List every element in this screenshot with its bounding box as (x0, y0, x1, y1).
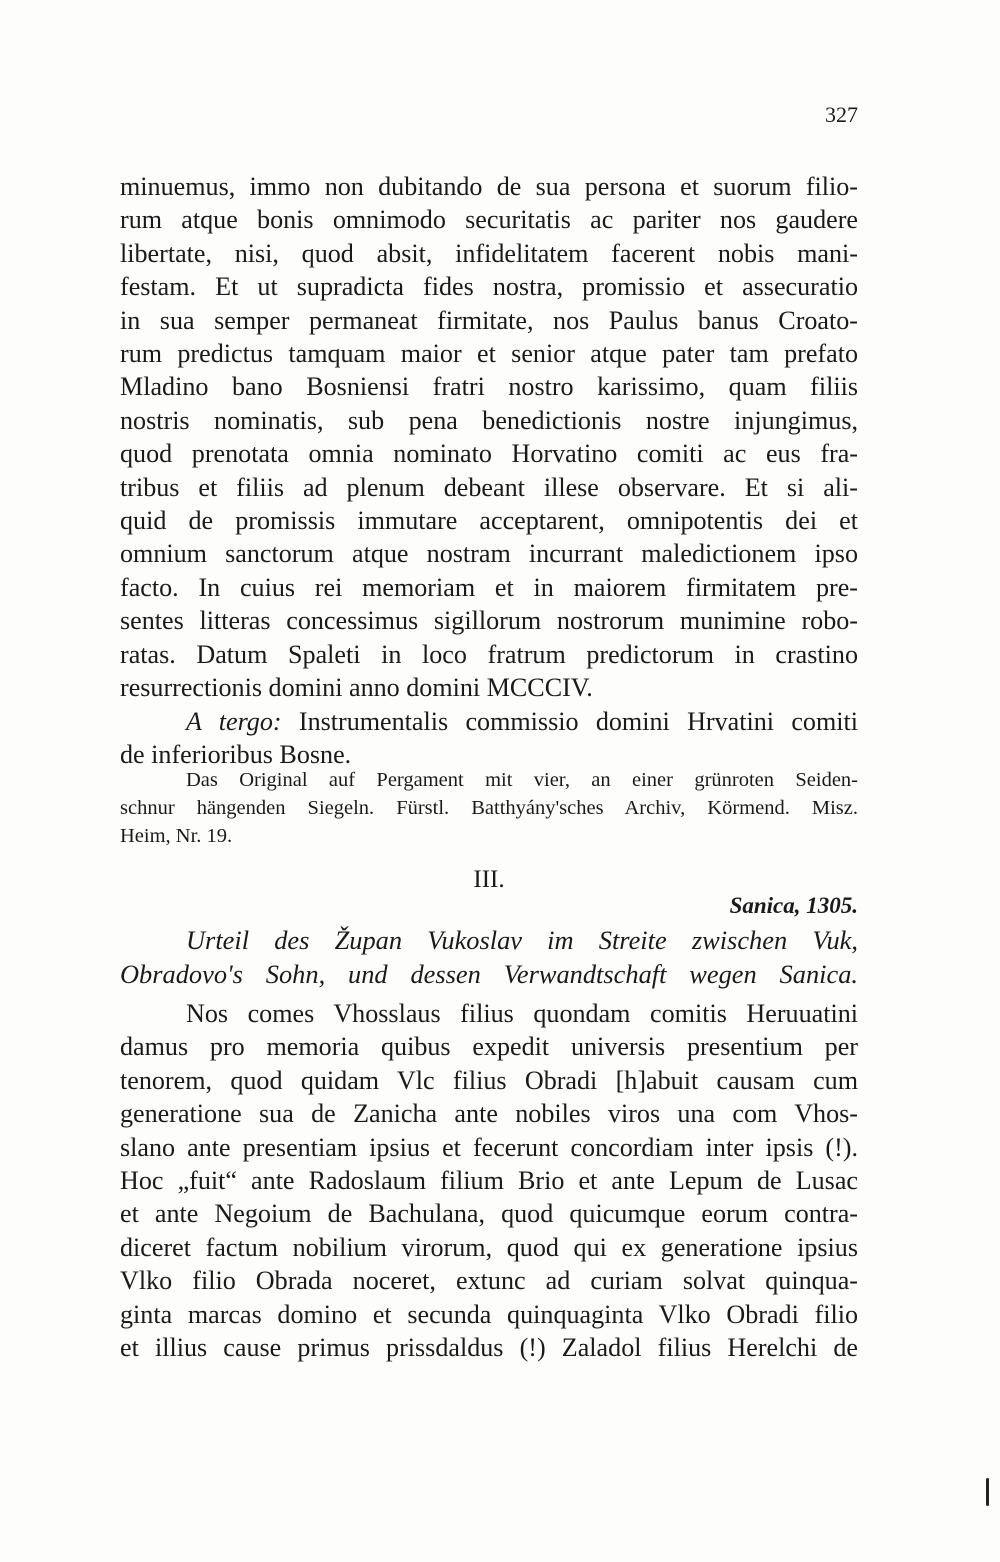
text-line: resurrectionis domini anno domini MCCCIV. (120, 673, 593, 703)
text-line: et ante Negoium de Bachulana, quod quicumque eorum contra- (120, 1199, 858, 1229)
section-heading (120, 924, 858, 991)
text-line: quid de promissis immutare acceptarent, omnipotentis dei et (120, 506, 858, 536)
tergo-label: A tergo: (186, 706, 282, 736)
text-line: in sua semper permaneat firmitate, nos Paulus banus Croato- (120, 305, 858, 335)
text-line: Mladino bano Bosniensi fratri nostro karissimo, quam filiis (120, 372, 858, 402)
note-line: Heim, Nr. 19. (120, 825, 233, 847)
page-number: 327 (825, 102, 858, 127)
text-line: ginta marcas domino et secunda quinquaginta Vlko Obradi filio (120, 1299, 858, 1329)
note-line: schnur hängenden Siegeln. Fürstl. Batthyány'sches Archiv, Körmend. Misz. (120, 797, 858, 819)
note-line: Das Original auf Pergament mit vier, an einer grünroten Seiden- (186, 769, 858, 791)
text-line: damus pro memoria quibus expedit universis presentium per (120, 1032, 858, 1062)
text-line: omnium sanctorum atque nostram incurrant maledictionem ipso (120, 539, 858, 569)
text-line: sentes litteras concessimus sigillorum nostrorum munimine robo- (120, 606, 858, 636)
text-line: rum predictus tamquam maior et senior atque pater tam prefato (120, 339, 858, 369)
section-number: III. (473, 866, 505, 893)
tergo-line (120, 705, 858, 738)
archival-note (120, 766, 858, 850)
heading-line: Obradovo's Sohn, und dessen Verwandtschaft wegen Sanica. (120, 958, 858, 989)
text-line: Vlko filio Obrada noceret, extunc ad curiam solvat quinqua- (120, 1266, 858, 1296)
text-line: minuemus, immo non dubitando de sua persona et suorum filio- (120, 172, 858, 201)
text-line: slano ante presentiam ipsius et fecerunt concordiam inter ipsis (!). (120, 1132, 858, 1162)
text-line: diceret factum nobilium virorum, quod qui ex generatione ipsius (120, 1232, 858, 1262)
text-line: et illius cause primus prissdaldus (!) Zaladol filius Herelchi de (120, 1333, 858, 1363)
text-line: nostris nominatis, sub pena benedictionis nostre injungimus, (120, 405, 858, 435)
ink-speck-mark (986, 1478, 989, 1506)
tergo-text: Instrumentalis commissio domini Hrvatini comiti (298, 706, 858, 736)
text-line: tribus et filiis ad plenum debeant illese observare. Et si ali- (120, 472, 858, 502)
text-line: facto. In cuius rei memoriam et in maiorem firmitatem pre- (120, 572, 858, 602)
tergo-line-2: de inferioribus Bosne. (120, 739, 352, 769)
text-line: quod prenotata omnia nominato Horvatino comiti ac eus fra- (120, 439, 858, 469)
text-line: generatione sua de Zanicha ante nobiles viros una com Vhos- (120, 1099, 858, 1129)
text-line: Hoc „fuit“ ante Radoslaum filium Brio et ante Lepum de Lusac (120, 1166, 858, 1196)
text-line: festam. Et ut supradicta fides nostra, promissio et assecuratio (120, 272, 858, 302)
text-line: ratas. Datum Spaleti in loco fratrum predictorum in crastino (120, 639, 858, 669)
document-paragraph (120, 997, 858, 1364)
text-line: tenorem, quod quidam Vlc filius Obradi [h]abuit causam cum (120, 1065, 858, 1095)
body-paragraph (120, 170, 858, 771)
place-date: Sanica, 1305. (729, 893, 858, 918)
text-line: rum atque bonis omnimodo securitatis ac pariter nos gaudere (120, 205, 858, 235)
heading-line: Urteil des Župan Vukoslav im Streite zwischen Vuk, (186, 925, 858, 955)
text-line: libertate, nisi, quod absit, infidelitatem facerent nobis mani- (120, 238, 858, 268)
text-line: Nos comes Vhosslaus filius quondam comitis Heruuatini (186, 999, 858, 1028)
